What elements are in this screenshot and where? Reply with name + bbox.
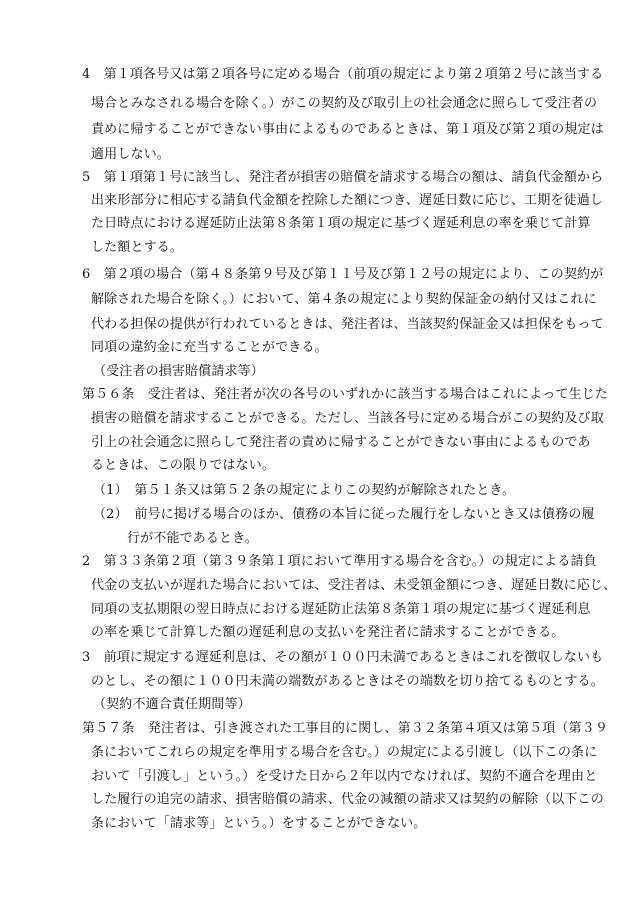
article-57-line: おいて「引渡し」という。）を受けた日から２年以内でなければ、契約不適合を理由と bbox=[91, 769, 598, 784]
article-56-paragraph-3-line: のとし、その額に１００円未満の端数があるときはその端数を切り捨てるものとする。 bbox=[91, 674, 604, 689]
section-heading: （受注者の損害賠償請求等） bbox=[93, 364, 264, 379]
article-56-line: 引上の社会通念に照らして発注者の責めに帰することができない事由によるものであ bbox=[91, 435, 591, 450]
paragraph-6-line: 代わる担保の提供が行われているときは、発注者は、当該契約保証金又は担保をもって bbox=[91, 317, 604, 332]
item-2-line: （2） 前号に掲げる場合のほか、債務の本旨に従った履行をしないとき又は債務の履 bbox=[93, 507, 595, 522]
article-56-paragraph-3-line: 3 前項に規定する遅延利息は、その額が１００円未満であるときはこれを徴収しないも bbox=[82, 650, 604, 665]
paragraph-6-line: 解除された場合を除く。）において、第４条の規定により契約保証金の納付又はこれに bbox=[91, 292, 597, 307]
article-56-line: 第５６条 受注者は、発注者が次の各号のいずれかに該当する場合はこれによって生じた bbox=[82, 387, 609, 402]
section-heading: （契約不適合責任期間等） bbox=[93, 697, 251, 712]
paragraph-4-line: 場合とみなされる場合を除く。）がこの契約及び取引上の社会通念に照らして受注者の bbox=[91, 96, 598, 111]
article-57-line: 条においてこれらの規定を準用する場合を含む。）の規定による引渡し（以下この条に bbox=[91, 745, 598, 760]
item-1-line: （1） 第５１条又は第５２条の規定によりこの契約が解除されたとき。 bbox=[93, 483, 516, 498]
paragraph-6-line: 同項の違約金に充当することができる。 bbox=[91, 340, 328, 355]
article-57-line: 第５７条 発注者は、引き渡された工事目的に関し、第３２条第４項又は第５項（第３９ bbox=[82, 721, 609, 736]
paragraph-5-line: 5 第１項第１号に該当し、発注者が損害の賠償を請求する場合の額は、請負代金額から bbox=[82, 170, 604, 185]
article-57-line: した履行の追完の請求、損害賠償の請求、代金の減額の請求又は契約の解除（以下この bbox=[91, 792, 604, 807]
item-2-line: 行が不能であるとき。 bbox=[127, 531, 258, 546]
paragraph-6-line: 6 第２項の場合（第４８条第９号及び第１１号及び第１２号の規定により、この契約が bbox=[82, 267, 604, 282]
paragraph-5-line: た日時点における遅延防止法第８条第１項の規定に基づく遅延利息の率を乗じて計算 bbox=[91, 216, 591, 231]
article-56-paragraph-2-line: 代金の支払いが遅れた場合においては、受注者は、未受領金額につき、遅延日数に応じ、 bbox=[91, 578, 617, 593]
paragraph-4-line: 適用しない。 bbox=[91, 147, 170, 162]
article-56-paragraph-2-line: の率を乗じて計算した額の遅延利息の支払いを発注者に請求することができる。 bbox=[91, 625, 565, 640]
paragraph-4-line: 責めに帰することができない事由によるものであるときは、第１項及び第２項の規定は bbox=[91, 122, 604, 137]
paragraph-5-line: した額とする。 bbox=[91, 240, 184, 255]
article-56-line: 損害の賠償を請求することができる。ただし、当該各号に定める場合がこの契約及び取 bbox=[91, 411, 604, 426]
paragraph-5-line: 出来形部分に相応する請負代金額を控除した額につき、遅延日数に応じ、工期を徒過し bbox=[91, 193, 604, 208]
article-56-line: るときは、この限りではない。 bbox=[91, 458, 276, 473]
paragraph-4-line: 4 第１項各号又は第２項各号に定める場合（前項の規定により第２項第２号に該当する bbox=[82, 67, 604, 82]
article-56-paragraph-2-line: 2 第３３条第２項（第３９条第１項において準用する場合を含む。）の規定による請負 bbox=[82, 554, 597, 569]
article-56-paragraph-2-line: 同項の支払期限の翌日時点における遅延防止法第８条第１項の規定に基づく遅延利息 bbox=[91, 602, 591, 617]
article-57-line: 条において「請求等」という。）をすることができない。 bbox=[91, 816, 427, 831]
